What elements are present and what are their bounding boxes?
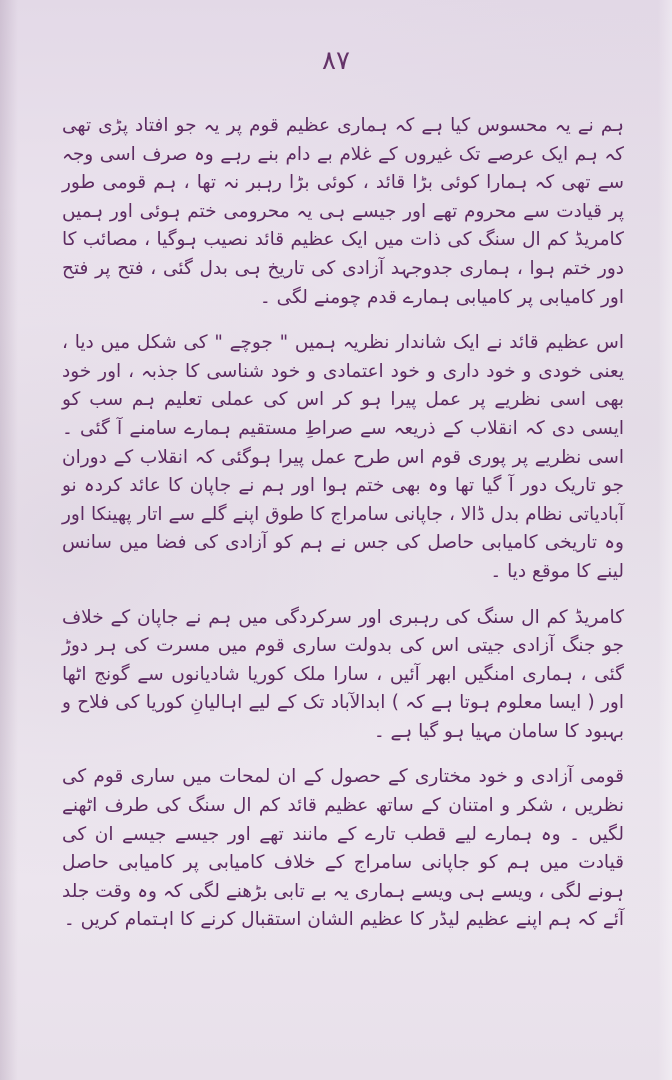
page-edge-highlight (658, 0, 672, 1080)
paragraph-1: ہم نے یہ محسوس کیا ہے کہ ہماری عظیم قوم پر یہ جو افتاد پڑی تھی کہ ہم ایک عرصے تک غیروں کے غلام بے دام بنے رہے وہ صرف اسی وجہ سے تھی کہ ہمارا کوئی بڑا قائد ، کوئی بڑا رہبر نہ تھا ، ہم قومی طور پر قیادت سے محروم تھے اور جیسے ہی یہ محرومی ختم ہوئی اور ہمیں کامریڈ کم ال سنگ کی ذات میں ایک عظیم قائد نصیب ہوگیا ، مصائب کا دور ختم ہوا ، ہماری جدوجہد آزادی کی تاریخ ہی بدل گئی ، فتح پر فتح اور کامیابی پر کامیابی ہمارے قدم چومنے لگی ۔ (62, 115, 624, 308)
page-binding-shadow (0, 0, 18, 1080)
page-body (62, 112, 652, 935)
paragraph-2: اس عظیم قائد نے ایک شاندار نظریہ ہمیں " جوچے " کی شکل میں دیا ، یعنی خودی و خود داری و خود اعتمادی و خود شناسی کا جذبہ ، اور خود بھی اسی نظریے پر عمل پیرا ہو کر اس کی عملی تعلیم ہم سب کو ایسی دی کہ انقلاب کے ذریعہ سے صراطِ مستقیم ہمارے سامنے آ گئی ۔ اسی نظریے پر پوری قوم اس طرح عمل پیرا ہوگئی کہ انقلاب کے دوران جو تاریک دور آ گیا تھا وہ بھی ختم ہوا اور ہم نے جاپان کا عائد کردہ نو آبادیاتی نظام بدل ڈالا ، جاپانی سامراج کا طوق اپنے گلے سے اتار پھینکا اور وہ تاریخی کامیابی حاصل کی جس نے ہم کو آزادی کی فضا میں سانس لینے کا موقع دیا ۔ (62, 332, 624, 582)
paragraph-3: کامریڈ کم ال سنگ کی رہبری اور سرکردگی میں ہم نے جاپان کے خلاف جو جنگ آزادی جیتی اس کی بدولت ساری قوم میں مسرت کی ہر دوڑ گئی ، ہماری امنگیں ابھر آئیں ، سارا ملک کوریا شادیانوں سے گونج اٹھا اور ( ایسا معلوم ہوتا ہے کہ ) ابدالآباد تک کے لیے اہالیانِ کوریا کی فلاح و بہبود کا سامان مہیا ہو گیا ہے ۔ (62, 606, 624, 742)
page-number: ۸۷ (322, 46, 350, 76)
paragraph-4: قومی آزادی و خود مختاری کے حصول کے ان لمحات میں ساری قوم کی نظریں ، شکر و امتنان کے ساتھ عظیم قائد کم ال سنگ کی طرف اٹھنے لگیں ۔ وہ ہمارے لیے قطب تارے کے مانند تھے اور جیسے جیسے ان کی قیادت میں ہم کو جاپانی سامراج کے خلاف کامیابی پر کامیابی حاصل ہونے لگی ، ویسے ہی ویسے ہماری یہ بے تابی بڑھنے لگی کہ وہ وقت جلد آئے کہ ہم اپنے عظیم لیڈر کا عظیم الشان استقبال کرنے کا اہتمام کریں ۔ (62, 766, 624, 931)
